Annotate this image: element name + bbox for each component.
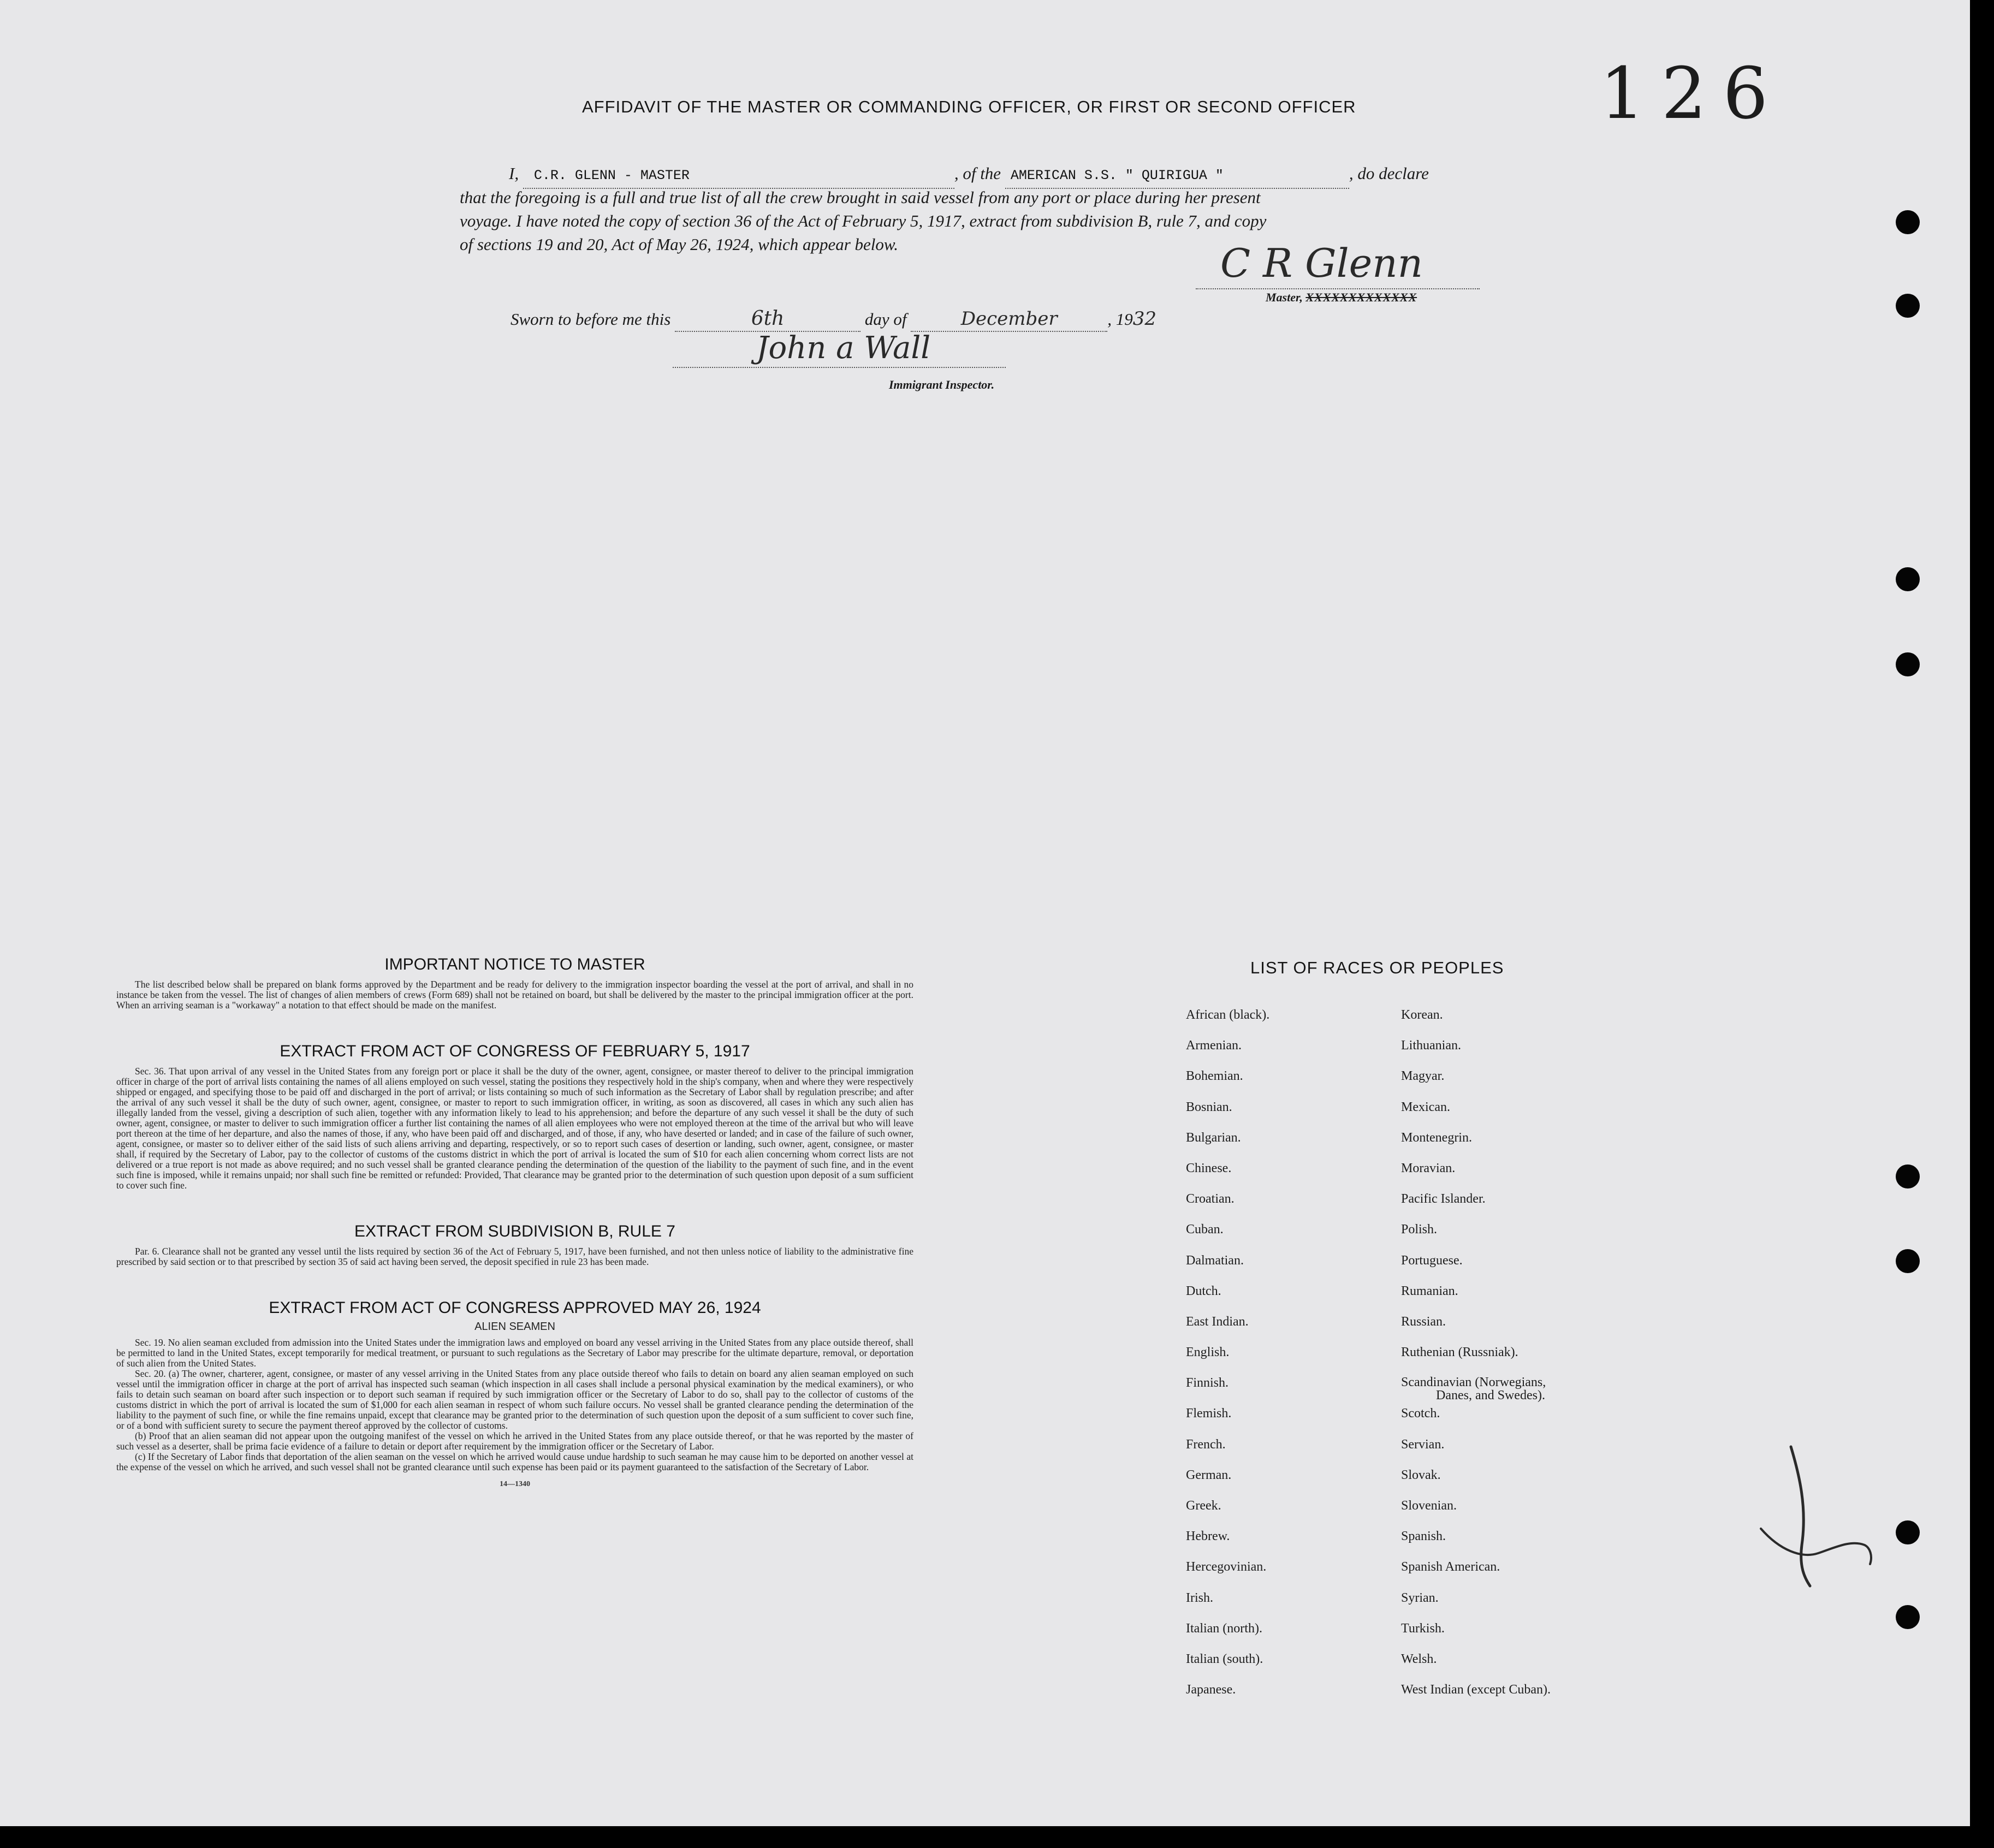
section-19-text: Sec. 19. No alien seaman excluded from admission into the United States under the immigration laws and employed on board any vessel arriving in the United States from any place outside thereof, shall be permitted to land in the United States, except temporarily for medical treatment, or pursuant to such regulations as the Secretary of Labor may prescribe for the ultimate departure, removal, or deportation of such alien from the United States. — [116, 1337, 913, 1369]
race-item: Armenian. — [1186, 1038, 1242, 1053]
race-item: West Indian (except Cuban). — [1401, 1683, 1551, 1697]
race-item: Flemish. — [1186, 1406, 1232, 1421]
notice-text: The list described below shall be prepared on blank forms approved by the Department and be ready for delivery to the immigration inspector boarding the vessel at the port of arrival, and shall in no instance be taken from the vessel. The list of changes of alien members of crews (Form 689) shall not be retained on board, but shall be delivered by the master to the principal immigration officer at the port. When an arriving seaman is a "workaway" a notation to that effect should be made on the manifest. — [116, 979, 913, 1011]
race-item: Bosnian. — [1186, 1100, 1232, 1114]
notice-column — [116, 955, 913, 1489]
sworn-line: Sworn to before me this 6th day of December , 1932 — [511, 307, 1156, 332]
race-item: Servian. — [1401, 1437, 1445, 1452]
race-item: Slovenian. — [1401, 1499, 1457, 1513]
inspector-signature: John a Wall — [756, 330, 931, 366]
race-item: African (black). — [1186, 1008, 1270, 1022]
inspector-label: Immigrant Inspector. — [889, 378, 995, 391]
race-item: Lithuanian. — [1401, 1038, 1461, 1053]
rule7-text: Par. 6. Clearance shall not be granted any vessel until the lists required by section 36 of the Act of February 5, 1917, have been furnished, and not then unless notice of liability to the administrative fine prescribed by said section or to that prescribed by section 35 of said act having been served, the deposit specified in rule 23 has been made. — [116, 1246, 913, 1267]
section-20c-text: (c) If the Secretary of Labor finds that deportation of the alien seaman on the vessel on which he arrived would cause undue hardship to such seaman he may cause him to be deported on another vessel at the expense of the vessel on which he arrived, and such vessel shall not be granted clearance until such expense has been paid or its payment guaranteed to the satisfaction of the Secretary of Labor. — [116, 1451, 913, 1472]
race-item-scandinavian: Scandinavian (Norwegians, Danes, and Swedes). — [1401, 1376, 1663, 1406]
race-item: East Indian. — [1186, 1314, 1249, 1329]
notice-title: IMPORTANT NOTICE TO MASTER — [384, 955, 645, 973]
race-item-continuation: Danes, and Swedes). — [1436, 1388, 1545, 1403]
race-item: Bulgarian. — [1186, 1130, 1241, 1145]
race-item: Croatian. — [1186, 1192, 1235, 1207]
extract-1924-title: EXTRACT FROM ACT OF CONGRESS APPROVED MAY 26, 1924 — [269, 1299, 761, 1317]
race-item: French. — [1186, 1437, 1226, 1452]
vessel-name-field: AMERICAN S.S. " QUIRIGUA " — [1005, 164, 1349, 189]
race-item: Spanish American. — [1401, 1560, 1500, 1574]
master-label: Master, XXXXXXXXXXXXX — [1266, 290, 1417, 304]
declaration-of-the: , of the — [954, 164, 1001, 183]
races-right-column — [1401, 1008, 1663, 1713]
race-item: Greek. — [1186, 1499, 1221, 1513]
sworn-month: December — [911, 307, 1107, 332]
race-item: Irish. — [1186, 1590, 1213, 1605]
sworn-year: 32 — [1132, 308, 1156, 330]
section-20a-text: Sec. 20. (a) The owner, charterer, agent, consignee, or master of any vessel arriving in the United States from any place outside thereof who fails to detain on board any alien seaman employed on such vessel until the immigration officer in charge at the port of arrival has inspected such seaman (which inspection in all cases shall include a personal physical examination by the medical examiners), or who fails to detain such seaman on board after such inspection or to deport such seaman if required by such immigration officer or the Secretary of Labor to do so, shall pay to the collector of customs of the customs district in which the port of arrival is located the sum of $1,000 for each alien seaman in respect of whom such failure occurs. No vessel shall be granted clearance pending the determination of the liability to the payment of such fine, or while the fine remains unpaid, except that clearance may be granted prior to the determination of such question upon the deposit of a sum sufficient to cover such fine, or of a bond with sufficient surety to secure the payment thereof approved by the collector of customs. — [116, 1368, 913, 1431]
race-item: Japanese. — [1186, 1683, 1236, 1697]
declaration-prefix: I, — [509, 164, 519, 183]
race-item: Dutch. — [1186, 1284, 1221, 1298]
race-item: German. — [1186, 1467, 1232, 1482]
race-item: Slovak. — [1401, 1467, 1441, 1482]
race-item: Italian (north). — [1186, 1621, 1262, 1636]
binder-hole — [1896, 1605, 1920, 1629]
race-item: Turkish. — [1401, 1621, 1445, 1636]
binder-hole — [1896, 1520, 1920, 1544]
officer-name-field: C.R. GLENN - MASTER — [523, 164, 954, 189]
race-item: Scotch. — [1401, 1406, 1440, 1421]
declaration-line-3: voyage. I have noted the copy of section 36 of the Act of February 5, 1917, extract from subdivision B, rule 7, and copy — [460, 211, 1267, 230]
race-item: Pacific Islander. — [1401, 1192, 1486, 1207]
affidavit-title: AFFIDAVIT OF THE MASTER OR COMMANDING OFFICER, OR FIRST OR SECOND OFFICER — [582, 97, 1356, 116]
binder-hole — [1896, 1164, 1920, 1189]
master-signature-line — [1196, 288, 1480, 289]
race-item: Portuguese. — [1401, 1253, 1463, 1268]
race-item: Korean. — [1401, 1008, 1443, 1022]
extract-1917-text: Sec. 36. That upon arrival of any vessel in the United States from any foreign port or place it shall be the duty of the owner, agent, consignee, or master thereof to deliver to the principal immigration officer in charge of the port of arrival lists containing the names of all aliens employed on such vessel, stating the positions they respectively hold in the ship's company, when and where they were respectively shipped or engaged, and specifying those to be paid off and discharged in the port of arrival; or lists containing so much of such information as the Secretary of Labor shall by regulation prescribe; and after the arrival of any such vessel it shall be the duty of such owner, agent, consignee, or master to report to such immigration officer, in writing, as soon as discovered, all cases in which any such alien has illegally landed from the vessel, giving a description of such alien, together with any information likely to lead to his apprehension; and before the departure of any such vessel it shall be the duty of such owner, agent, consignee, or master to deliver to such immigration officer a further list containing the names of all alien employees who were not employed thereon at the time of the arrival but who will leave port thereon at the time of her departure, and also the names of those, if any, who have been paid off and discharged, and of those, if any, who have deserted or landed; and in case of the failure of such owner, agent, consignee, or master so to deliver either of the said lists of such aliens arriving and departing, respectively, or so to report such cases of desertion or landing, such owner, agent, consignee, or master shall, if required by the Secretary of Labor, pay to the collector of customs of the customs district in which the port of arrival is located the sum of $10 for each alien concerning whom correct lists are not delivered or a true report is not made as above required; and no such vessel shall be granted clearance pending the determination of the question of the liability to the payment of such fine, and in the event such fine is imposed, while it remains unpaid; nor shall such fine be remitted or refunded: Provided, That clearance may be granted prior to the determination of such question upon deposit of a sum sufficient to cover such fine. — [116, 1066, 913, 1191]
race-item: English. — [1186, 1345, 1230, 1360]
race-item: Hercegovinian. — [1186, 1560, 1267, 1574]
race-item: Montenegrin. — [1401, 1130, 1472, 1145]
race-item: Mexican. — [1401, 1100, 1450, 1114]
race-item: Italian (south). — [1186, 1651, 1263, 1666]
struck-title: XXXXXXXXXXXXX — [1305, 290, 1417, 304]
declaration-line-1 — [509, 162, 1429, 189]
declaration-suffix: , do declare — [1349, 164, 1429, 183]
inspector-signature-line — [673, 367, 1006, 368]
races-left-column — [1186, 1008, 1393, 1713]
race-item: Welsh. — [1401, 1651, 1437, 1666]
race-item: Magyar. — [1401, 1069, 1445, 1084]
handwritten-pen-mark — [1758, 1441, 1878, 1594]
race-item: Moravian. — [1401, 1161, 1456, 1175]
race-item: Spanish. — [1401, 1529, 1446, 1544]
binder-hole — [1896, 210, 1920, 234]
extract-1917-title: EXTRACT FROM ACT OF CONGRESS OF FEBRUARY 5, 1917 — [280, 1042, 750, 1060]
race-item: Ruthenian (Russniak). — [1401, 1345, 1518, 1360]
race-item: Rumanian. — [1401, 1284, 1458, 1298]
race-item: Chinese. — [1186, 1161, 1232, 1175]
binder-hole — [1896, 652, 1920, 676]
binder-hole — [1896, 294, 1920, 318]
declaration-line-2: that the foregoing is a full and true list of all the crew brought in said vessel from any port or place during her present — [460, 188, 1261, 207]
race-item: Dalmatian. — [1186, 1253, 1244, 1268]
master-signature: C R Glenn — [1220, 240, 1423, 286]
form-number: 14—1340 — [500, 1480, 530, 1488]
race-item: Finnish. — [1186, 1376, 1229, 1391]
rule7-title: EXTRACT FROM SUBDIVISION B, RULE 7 — [354, 1222, 675, 1240]
declaration-line-4: of sections 19 and 20, Act of May 26, 1924, which appear below. — [460, 235, 899, 254]
section-20b-text: (b) Proof that an alien seaman did not appear upon the outgoing manifest of the vessel on which he arrived in the United States from any place outside thereof, or that he was reported by the master of such vessel as a deserter, shall be prima facie evidence of a failure to detain or deport after requirement by the immigration officer or the Secretary of Labor. — [116, 1430, 913, 1452]
handwritten-page-number: 126 — [1600, 52, 1785, 135]
binder-hole — [1896, 1249, 1920, 1273]
sworn-day: 6th — [675, 307, 860, 332]
race-item: Syrian. — [1401, 1590, 1439, 1605]
races-title: LIST OF RACES OR PEOPLES — [1250, 958, 1504, 977]
race-item: Cuban. — [1186, 1222, 1224, 1237]
race-item: Polish. — [1401, 1222, 1438, 1237]
race-item: Bohemian. — [1186, 1069, 1243, 1084]
race-item: Hebrew. — [1186, 1529, 1230, 1544]
alien-seamen-subtitle: ALIEN SEAMEN — [474, 1321, 555, 1333]
binder-hole — [1896, 567, 1920, 591]
race-item: Russian. — [1401, 1314, 1446, 1329]
